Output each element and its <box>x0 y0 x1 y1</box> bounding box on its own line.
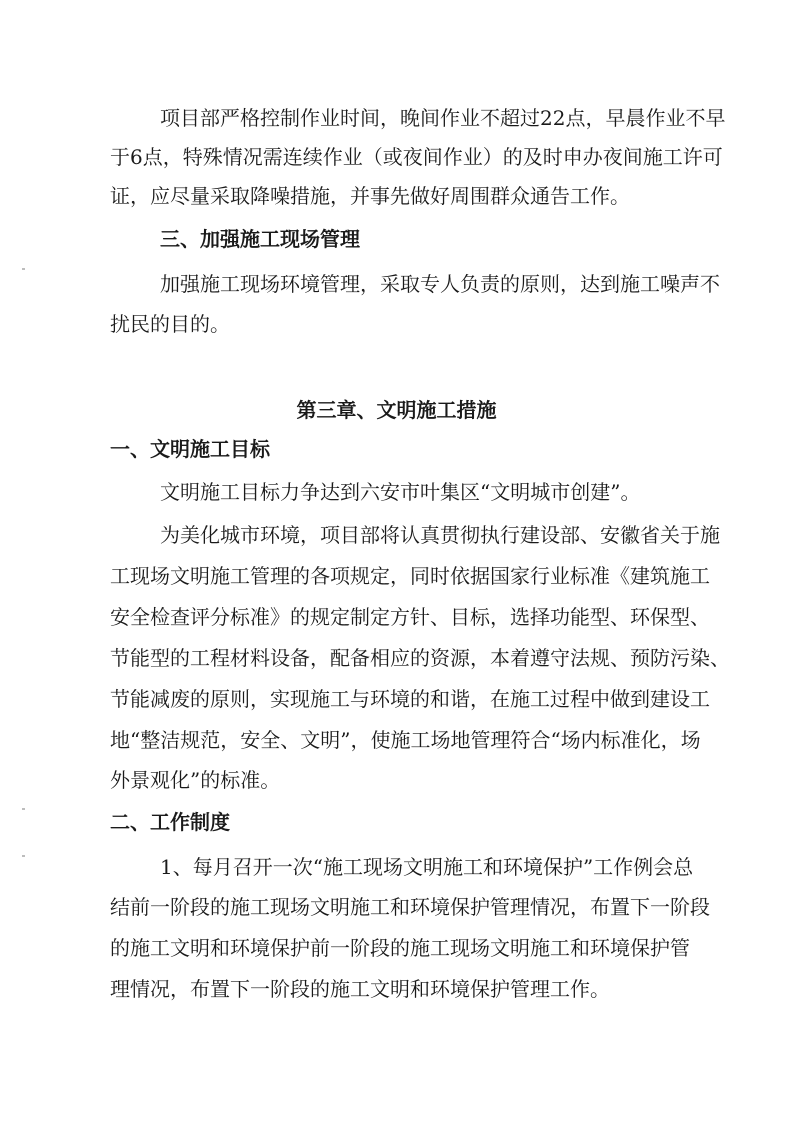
paragraph-line: 的施工文明和环境保护前一阶段的施工现场文明施工和环境保护管 <box>110 936 690 960</box>
scan-speck <box>22 855 25 857</box>
paragraph-line: 节能减废的原则，实现施工与环境的和谐，在施工过程中做到建设工 <box>110 687 710 711</box>
scan-speck <box>22 268 25 270</box>
paragraph-line: 扰民的目的。 <box>110 312 230 336</box>
chapter-title: 第三章、文明施工措施 <box>296 398 497 422</box>
paragraph-line: 地“整洁规范，安全、文明”，使施工场地管理符合“场内标准化，场 <box>110 728 701 752</box>
paragraph-line: 1、每月召开一次“施工现场文明施工和环境保护”工作例会总 <box>160 855 694 879</box>
section-heading-2: 二、工作制度 <box>110 810 230 834</box>
paragraph-line: 为美化城市环境，项目部将认真贯彻执行建设部、安徽省关于施 <box>160 523 720 547</box>
paragraph-line: 结前一阶段的施工现场文明施工和环境保护管理情况，布置下一阶段 <box>110 895 710 919</box>
paragraph-line: 理情况，布置下一阶段的施工文明和环境保护管理工作。 <box>110 977 610 1001</box>
paragraph-line: 节能型的工程材料设备，配备相应的资源，本着遵守法规、预防污染、 <box>110 646 730 670</box>
paragraph-line: 安全检查评分标准》的规定制定方针、目标，选择功能型、环保型、 <box>110 605 710 629</box>
paragraph-line: 于6点，特殊情况需连续作业（或夜间作业）的及时申办夜间施工许可 <box>110 145 723 169</box>
paragraph-line: 加强施工现场环境管理，采取专人负责的原则，达到施工噪声不 <box>160 272 720 296</box>
paragraph-line: 证，应尽量采取降噪措施，并事先做好周围群众通告工作。 <box>110 184 630 208</box>
paragraph-line: 工现场文明施工管理的各项规定，同时依据国家行业标准《建筑施工 <box>110 564 710 588</box>
paragraph-line: 项目部严格控制作业时间，晚间作业不超过22点，早晨作业不早 <box>160 106 726 130</box>
paragraph-line: 外景观化”的标准。 <box>110 768 281 792</box>
section-heading-3: 三、加强施工现场管理 <box>160 227 360 251</box>
section-heading-1: 一、文明施工目标 <box>110 437 270 461</box>
scan-speck <box>22 808 25 810</box>
paragraph-line: 文明施工目标力争达到六安市叶集区“文明城市创建”。 <box>160 480 641 504</box>
